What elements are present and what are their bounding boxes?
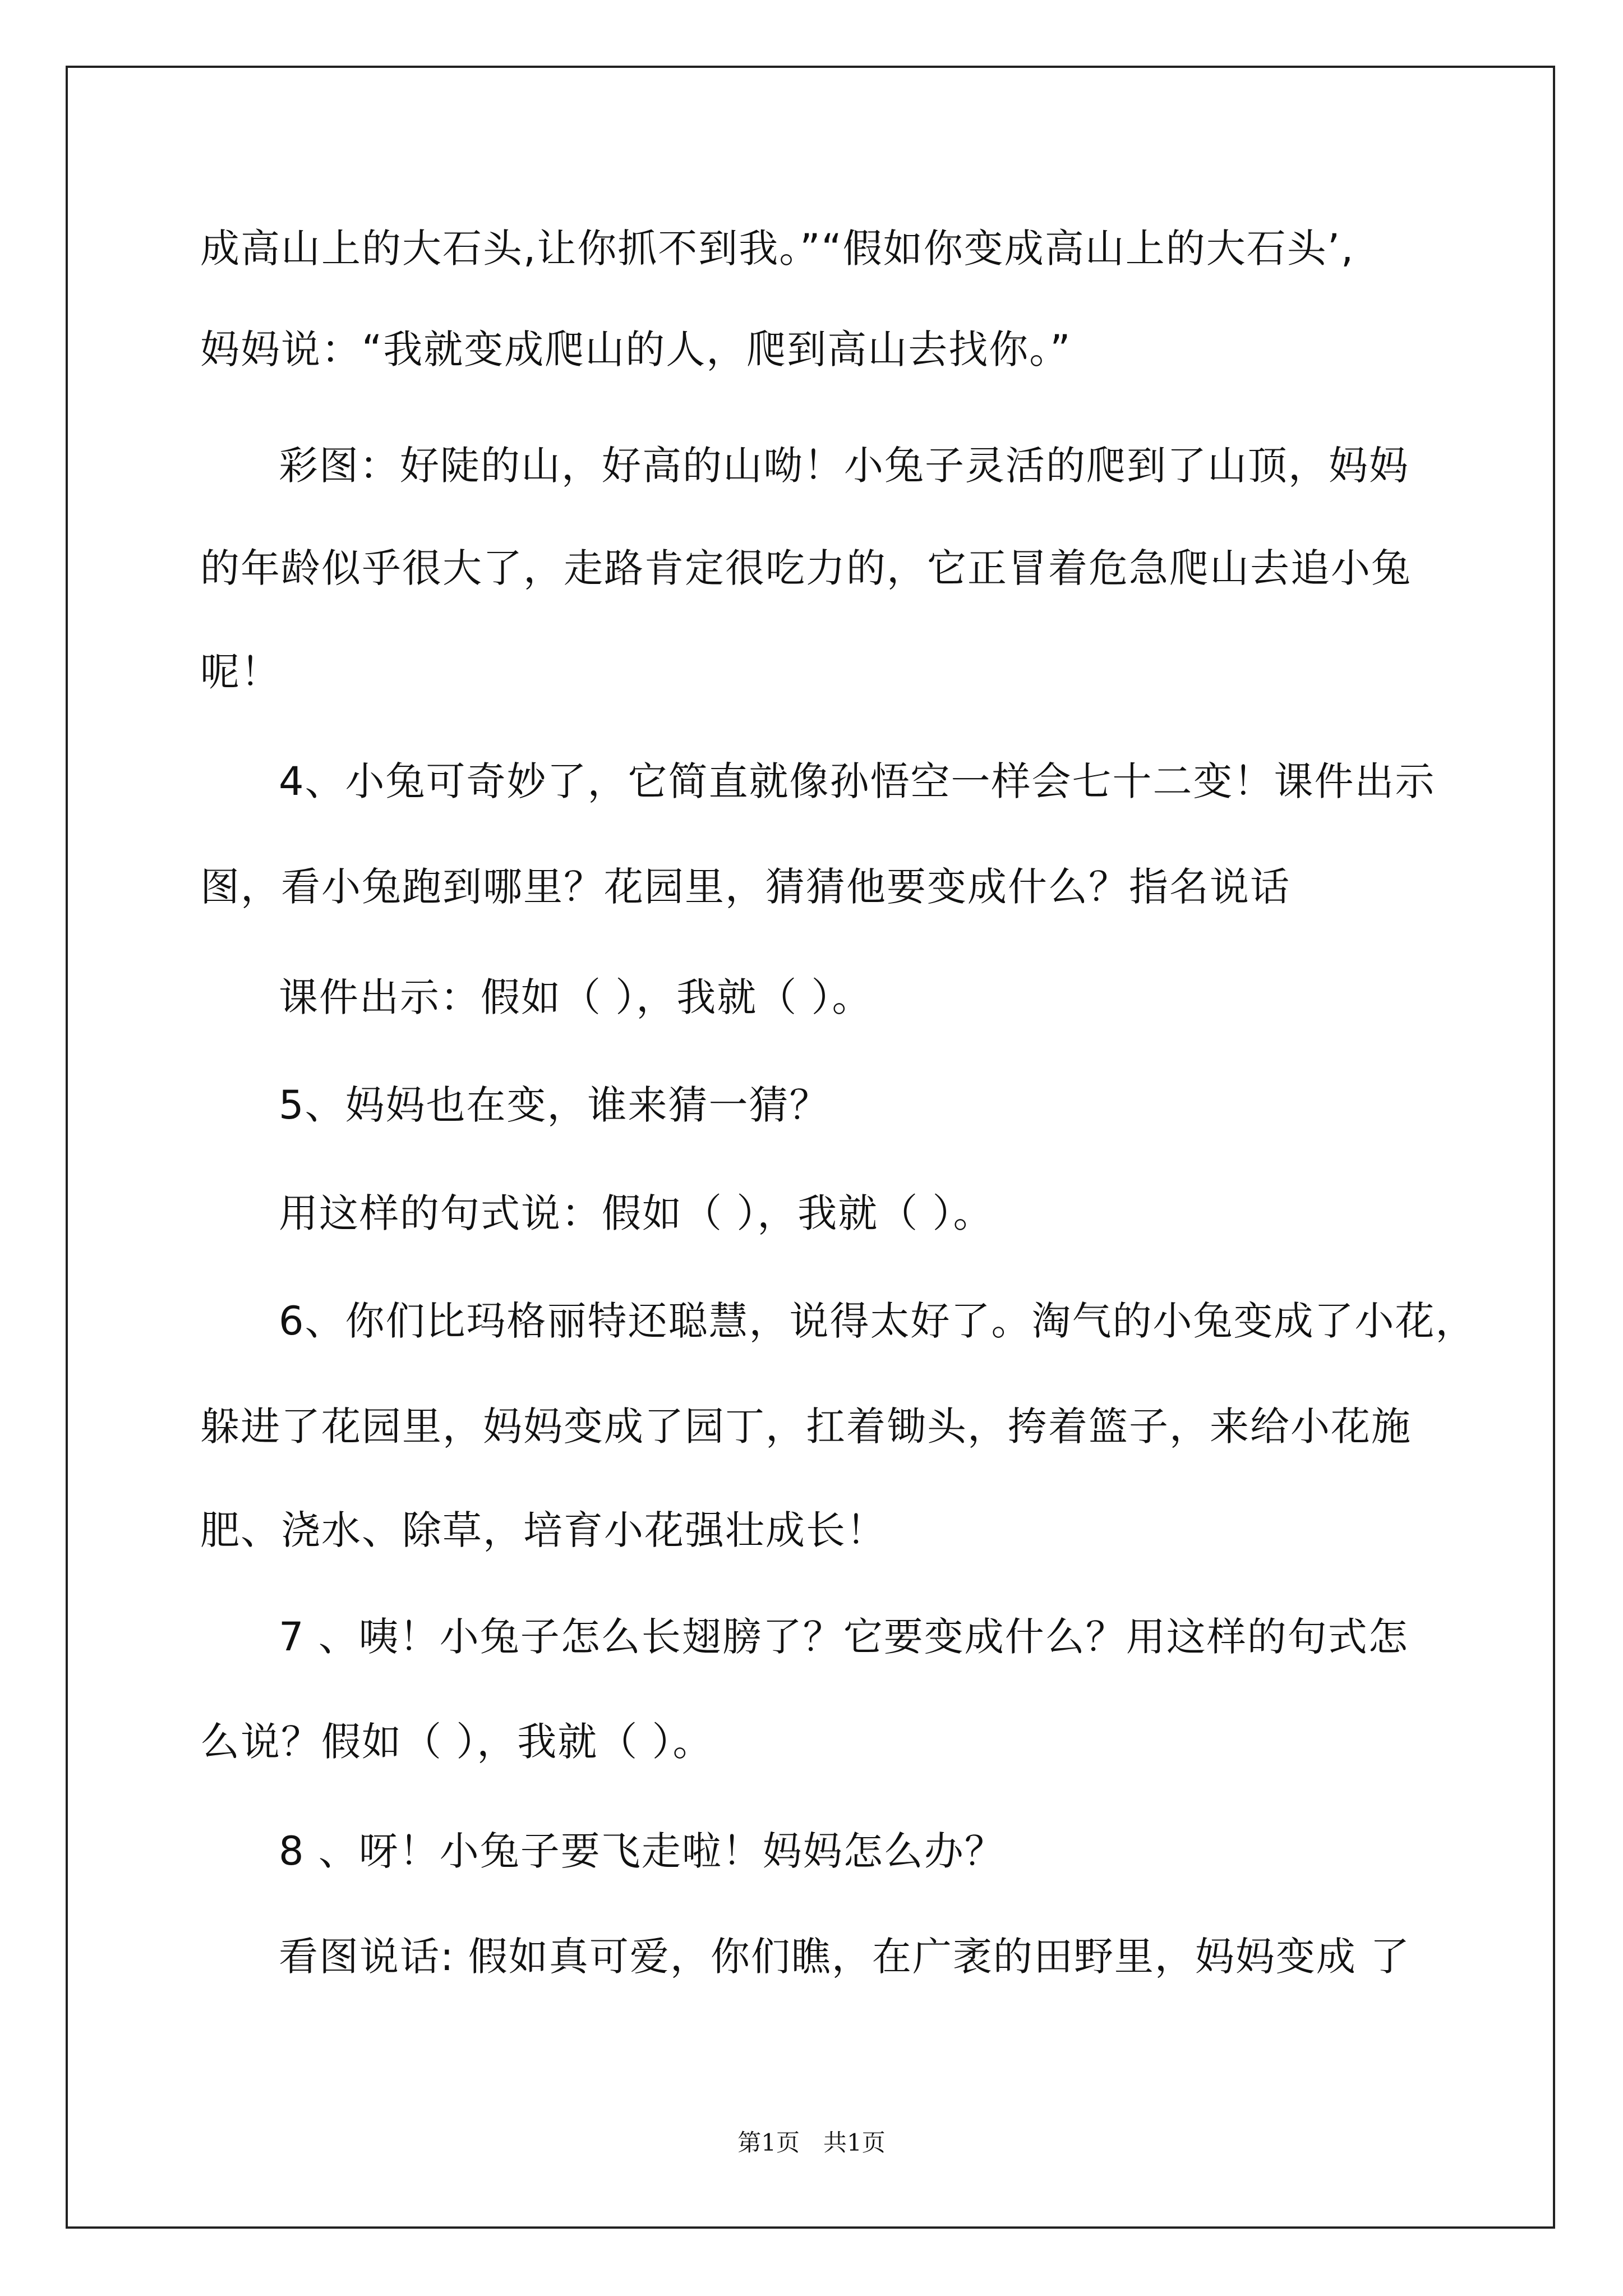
- text-line: 彩图：好陡的山，好高的山呦！小兔子灵活的爬到了山顶，妈妈: [279, 443, 1409, 489]
- text-line: 4、小兔可奇妙了，它简直就像孙悟空一样会七十二变！课件出示: [279, 758, 1436, 804]
- text-line: 看图说话: 假如真可爱，你们瞧，在广袤的田野里，妈妈变成 了: [279, 1934, 1411, 1980]
- text-line: 8 、呀！小兔子要飞走啦！妈妈怎么办？: [279, 1828, 1005, 1874]
- text-line: 么说？假如（ ），我就（ ）。: [200, 1719, 713, 1765]
- page-footer: 第1页 共1页: [737, 2129, 886, 2156]
- text-line: 用这样的句式说：假如（ ），我就（ ）。: [279, 1190, 994, 1236]
- page-border: [66, 66, 1555, 2229]
- text-line: 7 、咦！小兔子怎么长翅膀了？它要变成什么？用这样的句式怎: [279, 1614, 1409, 1660]
- text-line: 图，看小兔跑到哪里？花园里，猜猜他要变成什么？指名说话: [200, 864, 1290, 910]
- text-line: 肥、浇水、除草，培育小花强壮成长！: [200, 1507, 887, 1553]
- text-line: 妈妈说：“我就变成爬山的人，爬到高山去找你。”: [200, 326, 1072, 372]
- text-line: 5、妈妈也在变，谁来猜一猜？: [279, 1082, 830, 1128]
- text-line: 成高山上的大石头,让你抓不到我。”“假如你变成高山上的大石头’,: [200, 226, 1355, 272]
- text-line: 6、你们比玛格丽特还聪慧，说得太好了。淘气的小兔变成了小花，: [279, 1298, 1476, 1344]
- text-line: 躲进了花园里，妈妈变成了园丁，扛着锄头，挎着篮子，来给小花施: [200, 1404, 1412, 1450]
- text-line: 的年龄似乎很大了，走路肯定很吃力的，它正冒着危急爬山去追小兔: [200, 545, 1412, 591]
- text-line: 呢！: [200, 649, 281, 695]
- text-line: 课件出示：假如（ ），我就（ ）。: [279, 974, 873, 1020]
